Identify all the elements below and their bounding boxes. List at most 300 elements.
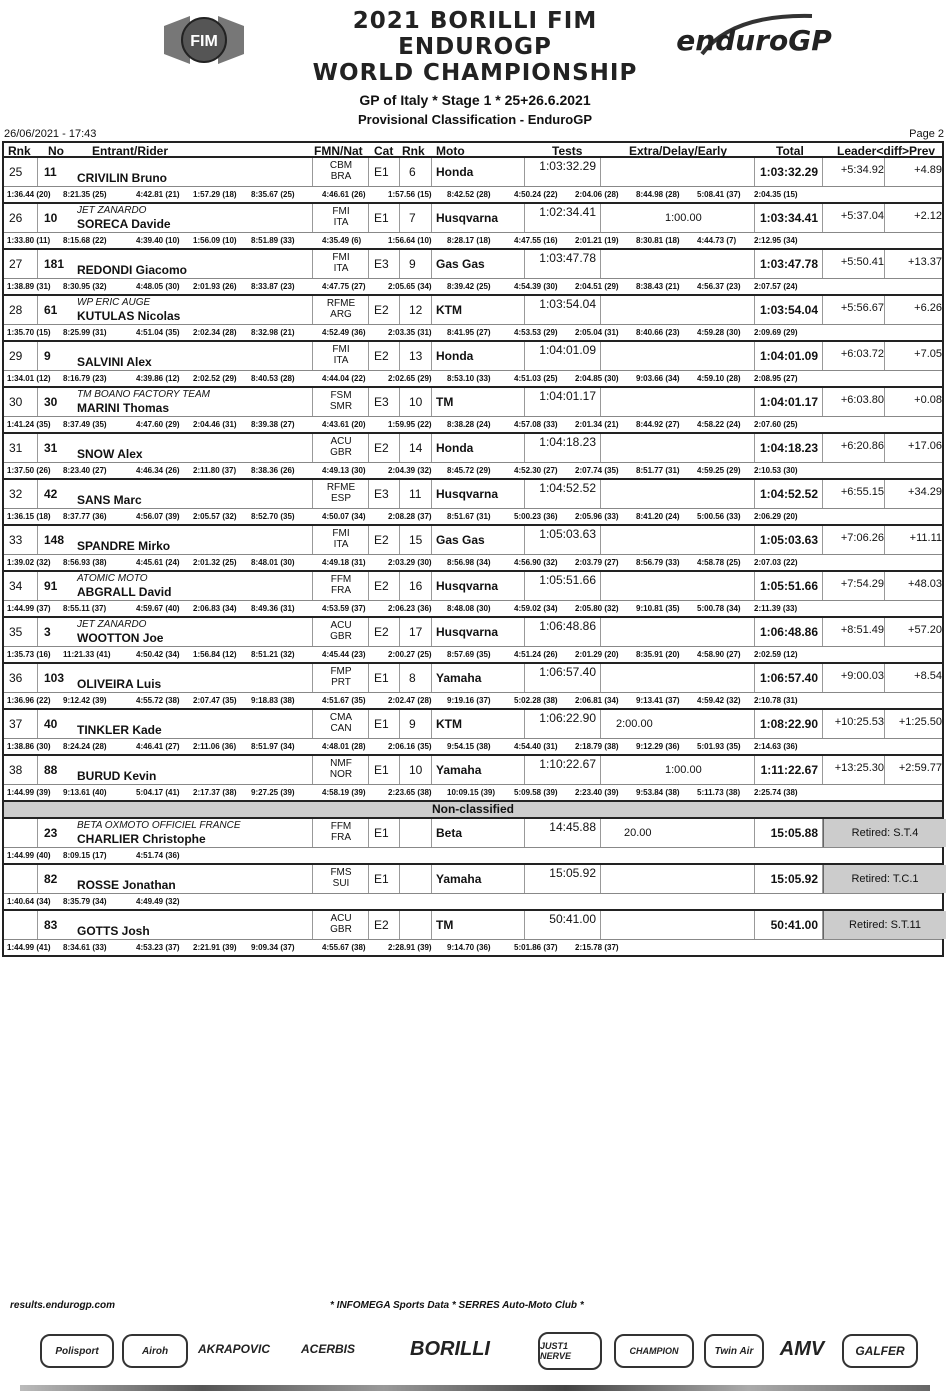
category: E3	[374, 395, 389, 409]
column-divider	[600, 480, 601, 508]
result-main-line	[4, 342, 942, 371]
federation-nation	[321, 298, 361, 320]
tests-time: 14:45.88	[549, 820, 596, 834]
rider-rank: 29	[9, 349, 23, 363]
split-time: 5:04.17 (41)	[136, 788, 180, 797]
tests-time: 1:10:22.67	[539, 757, 596, 771]
split-time: 8:40.66 (23)	[636, 328, 680, 337]
column-divider	[312, 865, 313, 893]
category: E3	[374, 487, 389, 501]
split-time: 5:11.73 (38)	[697, 788, 741, 797]
rider-number: 148	[44, 533, 65, 547]
column-divider	[37, 158, 38, 186]
column-divider	[822, 572, 823, 600]
rider-rank: 28	[9, 303, 23, 317]
column-divider	[368, 250, 369, 278]
split-time: 4:56.07 (39)	[136, 512, 180, 521]
tests-time: 1:06:22.90	[539, 711, 596, 725]
split-time: 8:25.99 (31)	[63, 328, 107, 337]
result-main-line	[4, 819, 942, 848]
split-time: 8:38.43 (21)	[636, 282, 680, 291]
category: E2	[374, 441, 389, 455]
col-cat: Cat	[374, 144, 394, 158]
split-time: 8:39.42 (25)	[447, 282, 491, 291]
split-time: 8:51.67 (31)	[447, 512, 491, 521]
column-divider	[399, 250, 400, 278]
split-time: 2:23.65 (38)	[388, 788, 432, 797]
rider-number: 3	[44, 625, 51, 639]
column-divider	[431, 819, 432, 847]
column-divider	[312, 756, 313, 784]
column-divider	[600, 756, 601, 784]
column-divider	[822, 710, 823, 738]
split-time: 8:56.93 (38)	[63, 558, 107, 567]
column-divider	[524, 710, 525, 738]
rider-name: GOTTS Josh	[77, 924, 150, 938]
split-time: 4:35.49 (6)	[322, 236, 362, 245]
split-time: 2:06.83 (34)	[193, 604, 237, 613]
rider-number: 23	[44, 826, 58, 840]
federation: NMF	[330, 758, 352, 769]
gap-to-leader: +7:06.26	[840, 532, 884, 544]
rider-rank: 38	[9, 763, 23, 777]
split-time: 2:00.27 (25)	[388, 650, 432, 659]
motorcycle: KTM	[436, 717, 462, 731]
split-times-line	[4, 325, 942, 340]
split-time: 4:56.37 (23)	[697, 282, 741, 291]
column-divider	[431, 756, 432, 784]
split-time: 9:10.81 (35)	[636, 604, 680, 613]
split-time: 5:09.58 (39)	[514, 788, 558, 797]
column-divider	[822, 204, 823, 232]
split-times-line	[4, 555, 942, 570]
column-divider	[399, 710, 400, 738]
col-no: No	[48, 144, 64, 158]
col-total: Total	[776, 144, 804, 158]
total-time: 1:04:18.23	[759, 441, 818, 455]
column-divider	[600, 710, 601, 738]
split-time: 1:35.70 (15)	[7, 328, 51, 337]
result-row	[2, 618, 944, 664]
rider-number: 91	[44, 579, 58, 593]
column-divider	[884, 342, 885, 370]
result-row	[2, 865, 944, 911]
column-divider	[37, 710, 38, 738]
split-time: 2:04.46 (31)	[193, 420, 237, 429]
column-divider	[399, 204, 400, 232]
split-times-line	[4, 509, 942, 524]
column-divider	[600, 204, 601, 232]
category: E1	[374, 671, 389, 685]
nationality: SMR	[329, 401, 353, 412]
split-time: 2:04.85 (30)	[575, 374, 619, 383]
split-time: 2:25.74 (38)	[754, 788, 798, 797]
result-row	[2, 296, 944, 342]
tests-time: 1:04:01.17	[539, 389, 596, 403]
split-time: 4:59.10 (28)	[697, 374, 741, 383]
team-name: JET ZANARDO	[77, 205, 147, 216]
split-time: 2:04.35 (15)	[754, 190, 798, 199]
federation-nation	[321, 344, 361, 366]
result-main-line	[4, 618, 942, 647]
category-rank: 16	[409, 579, 423, 593]
column-divider	[754, 388, 755, 416]
split-time: 4:39.40 (10)	[136, 236, 180, 245]
col-extra: Extra/Delay/Early	[629, 144, 728, 158]
category-rank: 6	[409, 165, 416, 179]
column-divider	[884, 664, 885, 692]
split-time: 2:09.69 (29)	[754, 328, 798, 337]
federation: FMI	[332, 252, 350, 263]
column-divider	[312, 250, 313, 278]
rider-number: 30	[44, 395, 58, 409]
tests-time: 1:03:32.29	[539, 159, 596, 173]
total-time: 1:05:03.63	[759, 533, 818, 547]
total-time: 1:04:52.52	[759, 487, 818, 501]
tests-time: 1:06:57.40	[539, 665, 596, 679]
split-times-line	[4, 647, 942, 662]
split-time: 2:17.37 (38)	[193, 788, 237, 797]
result-main-line	[4, 434, 942, 463]
column-divider	[524, 819, 525, 847]
federation: FFM	[330, 574, 352, 585]
gap-to-previous: +2:59.77	[898, 762, 942, 774]
motorcycle: Gas Gas	[436, 257, 485, 271]
split-time: 2:28.91 (39)	[388, 943, 432, 952]
result-main-line	[4, 388, 942, 417]
split-time: 4:46.41 (27)	[136, 742, 180, 751]
footer-website: results.endurogp.com	[10, 1300, 116, 1311]
tests-time: 1:04:52.52	[539, 481, 596, 495]
classification-title: Provisional Classification - EnduroGP	[357, 112, 593, 127]
result-main-line	[4, 480, 942, 509]
column-divider	[822, 434, 823, 462]
split-time: 4:51.67 (35)	[322, 696, 366, 705]
nonclassified-header: Non-classified	[2, 802, 944, 819]
split-time: 8:35.79 (34)	[63, 897, 107, 906]
category-rank: 12	[409, 303, 423, 317]
column-divider	[37, 480, 38, 508]
split-time: 2:03.79 (27)	[575, 558, 619, 567]
result-main-line	[4, 865, 942, 894]
federation-nation	[321, 712, 361, 734]
split-time: 2:05.80 (32)	[575, 604, 619, 613]
split-time: 2:04.51 (29)	[575, 282, 619, 291]
column-divider	[754, 480, 755, 508]
split-time: 2:06.16 (35)	[388, 742, 432, 751]
nationality: ARG	[330, 309, 352, 320]
split-time: 8:48.08 (30)	[447, 604, 491, 613]
split-time: 4:39.86 (12)	[136, 374, 180, 383]
column-divider	[431, 250, 432, 278]
result-row	[2, 756, 944, 802]
split-time: 4:58.90 (27)	[697, 650, 741, 659]
total-time: 15:05.92	[770, 872, 818, 886]
column-divider	[600, 250, 601, 278]
split-time: 8:30.95 (32)	[63, 282, 107, 291]
gap-to-leader: +13:25.30	[834, 762, 884, 774]
split-time: 9:03.66 (34)	[636, 374, 680, 383]
motorcycle: Husqvarna	[436, 625, 499, 639]
column-divider	[399, 296, 400, 324]
split-time: 4:44.04 (22)	[322, 374, 366, 383]
column-divider	[399, 434, 400, 462]
result-row	[2, 526, 944, 572]
split-time: 2:06.81 (34)	[575, 696, 619, 705]
federation: ACU	[330, 436, 352, 447]
category-rank: 13	[409, 349, 423, 363]
column-divider	[399, 911, 400, 939]
split-time: 9:18.83 (38)	[251, 696, 295, 705]
split-time: 4:47.75 (27)	[322, 282, 366, 291]
column-divider	[754, 710, 755, 738]
rider-name: MARINI Thomas	[77, 401, 170, 415]
column-divider	[312, 572, 313, 600]
column-divider	[884, 572, 885, 600]
category-rank: 10	[409, 763, 423, 777]
column-divider	[600, 911, 601, 939]
motorcycle: Husqvarna	[436, 487, 499, 501]
rider-number: 82	[44, 872, 58, 886]
championship-line-1: 2021 BORILLI FIM ENDUROGP	[352, 8, 598, 60]
column-divider	[368, 204, 369, 232]
result-main-line	[4, 296, 942, 325]
split-time: 1:35.73 (16)	[7, 650, 51, 659]
gap-to-leader: +10:25.53	[834, 716, 884, 728]
column-divider	[524, 388, 525, 416]
split-time: 8:53.10 (33)	[447, 374, 491, 383]
split-time: 5:01.93 (35)	[697, 742, 741, 751]
nationality: GBR	[330, 924, 352, 935]
motorcycle: Yamaha	[436, 763, 482, 777]
split-time: 8:49.36 (31)	[251, 604, 295, 613]
rider-name: CRIVILIN Bruno	[77, 171, 167, 185]
column-divider	[368, 911, 369, 939]
column-divider	[312, 618, 313, 646]
col-rnk: Rnk	[8, 144, 31, 158]
split-time: 5:00.78 (34)	[697, 604, 741, 613]
nationality: GBR	[330, 447, 352, 458]
column-divider	[754, 526, 755, 554]
split-time: 2:07.47 (35)	[193, 696, 237, 705]
federation: FMI	[332, 344, 350, 355]
split-time: 1:38.89 (31)	[7, 282, 51, 291]
split-time: 8:38.36 (26)	[251, 466, 295, 475]
gap-to-previous: +34.29	[908, 486, 942, 498]
total-time: 1:06:48.86	[759, 625, 818, 639]
column-divider	[431, 710, 432, 738]
federation: CBM	[329, 160, 353, 171]
split-time: 8:42.52 (28)	[447, 190, 491, 199]
split-time: 4:59.67 (40)	[136, 604, 180, 613]
fim-logo-text: FIM	[190, 33, 218, 50]
split-time: 2:05.65 (34)	[388, 282, 432, 291]
column-divider	[368, 618, 369, 646]
result-row	[2, 710, 944, 756]
column-divider	[600, 434, 601, 462]
split-time: 4:47.55 (16)	[514, 236, 558, 245]
column-divider	[822, 388, 823, 416]
split-time: 4:51.74 (36)	[136, 851, 180, 860]
gap-to-leader: +6:03.72	[840, 348, 884, 360]
split-time: 8:35.91 (20)	[636, 650, 680, 659]
split-time: 8:55.11 (37)	[63, 604, 107, 613]
federation-nation	[321, 206, 361, 228]
category: E1	[374, 211, 389, 225]
split-time: 2:04.06 (28)	[575, 190, 619, 199]
split-time: 1:44.99 (39)	[7, 788, 51, 797]
federation-nation	[321, 252, 361, 274]
rider-name: SALVINI Alex	[77, 355, 152, 369]
split-times-line	[4, 739, 942, 754]
rider-number: 31	[44, 441, 58, 455]
category: E1	[374, 872, 389, 886]
column-divider	[822, 158, 823, 186]
footer-credits: * INFOMEGA Sports Data * SERRES Auto-Moto Club *	[330, 1300, 584, 1311]
split-time: 1:56.09 (10)	[193, 236, 237, 245]
split-time: 8:48.01 (30)	[251, 558, 295, 567]
rider-number: 10	[44, 211, 58, 225]
column-divider	[754, 296, 755, 324]
event-title: GP of Italy * Stage 1 * 25+26.6.2021	[359, 92, 591, 108]
motorcycle: Gas Gas	[436, 533, 485, 547]
col-rider: Entrant/Rider	[92, 144, 169, 158]
extra-time: 1:00.00	[665, 212, 702, 224]
column-divider	[884, 296, 885, 324]
total-time: 1:06:57.40	[759, 671, 818, 685]
column-divider	[37, 342, 38, 370]
split-time: 4:53.53 (29)	[514, 328, 558, 337]
federation-nation	[321, 821, 361, 843]
category: E3	[374, 257, 389, 271]
rider-name: WOOTTON Joe	[77, 631, 164, 645]
column-divider	[368, 710, 369, 738]
split-time: 4:49.18 (31)	[322, 558, 366, 567]
result-row	[2, 819, 944, 865]
column-divider	[431, 158, 432, 186]
result-row	[2, 480, 944, 526]
split-time: 1:38.86 (30)	[7, 742, 51, 751]
split-time: 4:52.49 (36)	[322, 328, 366, 337]
column-divider	[399, 756, 400, 784]
federation: FSM	[330, 390, 352, 401]
split-time: 2:04.39 (32)	[388, 466, 432, 475]
column-divider	[884, 756, 885, 784]
table-header	[2, 141, 944, 158]
column-divider	[399, 158, 400, 186]
gap-to-previous: +0.08	[914, 394, 942, 406]
total-time: 1:11:22.67	[760, 763, 818, 777]
sponsor-logo: GALFER	[842, 1334, 918, 1368]
nationality: BRA	[330, 171, 352, 182]
sponsor-logo: AMV	[779, 1337, 825, 1360]
split-time: 8:24.24 (28)	[63, 742, 107, 751]
bottom-decorative-strip	[20, 1385, 930, 1391]
federation-nation	[321, 867, 361, 889]
federation: FMS	[330, 867, 352, 878]
column-divider	[884, 710, 885, 738]
column-divider	[822, 756, 823, 784]
split-time: 8:40.53 (28)	[251, 374, 295, 383]
column-divider	[754, 865, 755, 893]
split-time: 1:33.80 (11)	[7, 236, 51, 245]
column-divider	[754, 819, 755, 847]
column-divider	[600, 572, 601, 600]
split-time: 4:50.24 (22)	[514, 190, 558, 199]
column-divider	[884, 158, 885, 186]
split-time: 2:11.80 (37)	[193, 466, 237, 475]
gap-to-previous: +7.05	[914, 348, 942, 360]
extra-time: 20.00	[624, 827, 652, 839]
column-divider	[524, 434, 525, 462]
rider-number: 103	[44, 671, 65, 685]
column-divider	[754, 664, 755, 692]
column-divider	[524, 911, 525, 939]
retired-status: Retired: S.T.11	[823, 911, 946, 939]
split-time: 2:07.03 (22)	[754, 558, 798, 567]
split-time: 8:41.20 (24)	[636, 512, 680, 521]
motorcycle: TM	[436, 395, 454, 409]
column-divider	[37, 618, 38, 646]
split-times-line	[4, 371, 942, 386]
gap-to-previous: +57.20	[908, 624, 942, 636]
column-divider	[600, 296, 601, 324]
column-divider	[368, 756, 369, 784]
extra-time: 1:00.00	[665, 764, 702, 776]
column-divider	[368, 388, 369, 416]
column-divider	[37, 756, 38, 784]
rider-name: SORECA Davide	[77, 217, 171, 231]
rider-name: SNOW Alex	[77, 447, 143, 461]
column-divider	[524, 480, 525, 508]
total-time: 1:03:47.78	[759, 257, 818, 271]
split-time: 9:13.41 (37)	[636, 696, 680, 705]
sponsor-logo: Polisport	[40, 1334, 114, 1368]
split-time: 4:47.60 (29)	[136, 420, 180, 429]
category: E1	[374, 165, 389, 179]
column-divider	[368, 526, 369, 554]
split-time: 8:16.79 (23)	[63, 374, 107, 383]
federation: FMP	[330, 666, 352, 677]
result-main-line	[4, 756, 942, 785]
split-time: 2:08.95 (27)	[754, 374, 798, 383]
federation: FMI	[332, 206, 350, 217]
split-time: 4:46.61 (26)	[322, 190, 366, 199]
split-time: 8:35.67 (25)	[251, 190, 295, 199]
split-time: 9:12.29 (36)	[636, 742, 680, 751]
split-time: 8:30.81 (18)	[636, 236, 680, 245]
split-time: 8:38.28 (24)	[447, 420, 491, 429]
rider-name: OLIVEIRA Luis	[77, 677, 162, 691]
column-divider	[431, 526, 432, 554]
column-divider	[600, 664, 601, 692]
tests-time: 1:02:34.41	[539, 205, 596, 219]
rider-name: REDONDI Giacomo	[77, 263, 188, 277]
rider-name: TINKLER Kade	[77, 723, 162, 737]
split-time: 8:15.68 (22)	[63, 236, 107, 245]
document-header	[0, 0, 950, 86]
column-divider	[822, 296, 823, 324]
column-divider	[524, 158, 525, 186]
column-divider	[600, 388, 601, 416]
motorcycle: Husqvarna	[436, 211, 499, 225]
column-divider	[431, 865, 432, 893]
split-time: 9:54.15 (38)	[447, 742, 491, 751]
tests-time: 1:05:51.66	[539, 573, 596, 587]
column-divider	[37, 388, 38, 416]
motorcycle: TM	[436, 918, 454, 932]
rider-name: BURUD Kevin	[77, 769, 157, 783]
